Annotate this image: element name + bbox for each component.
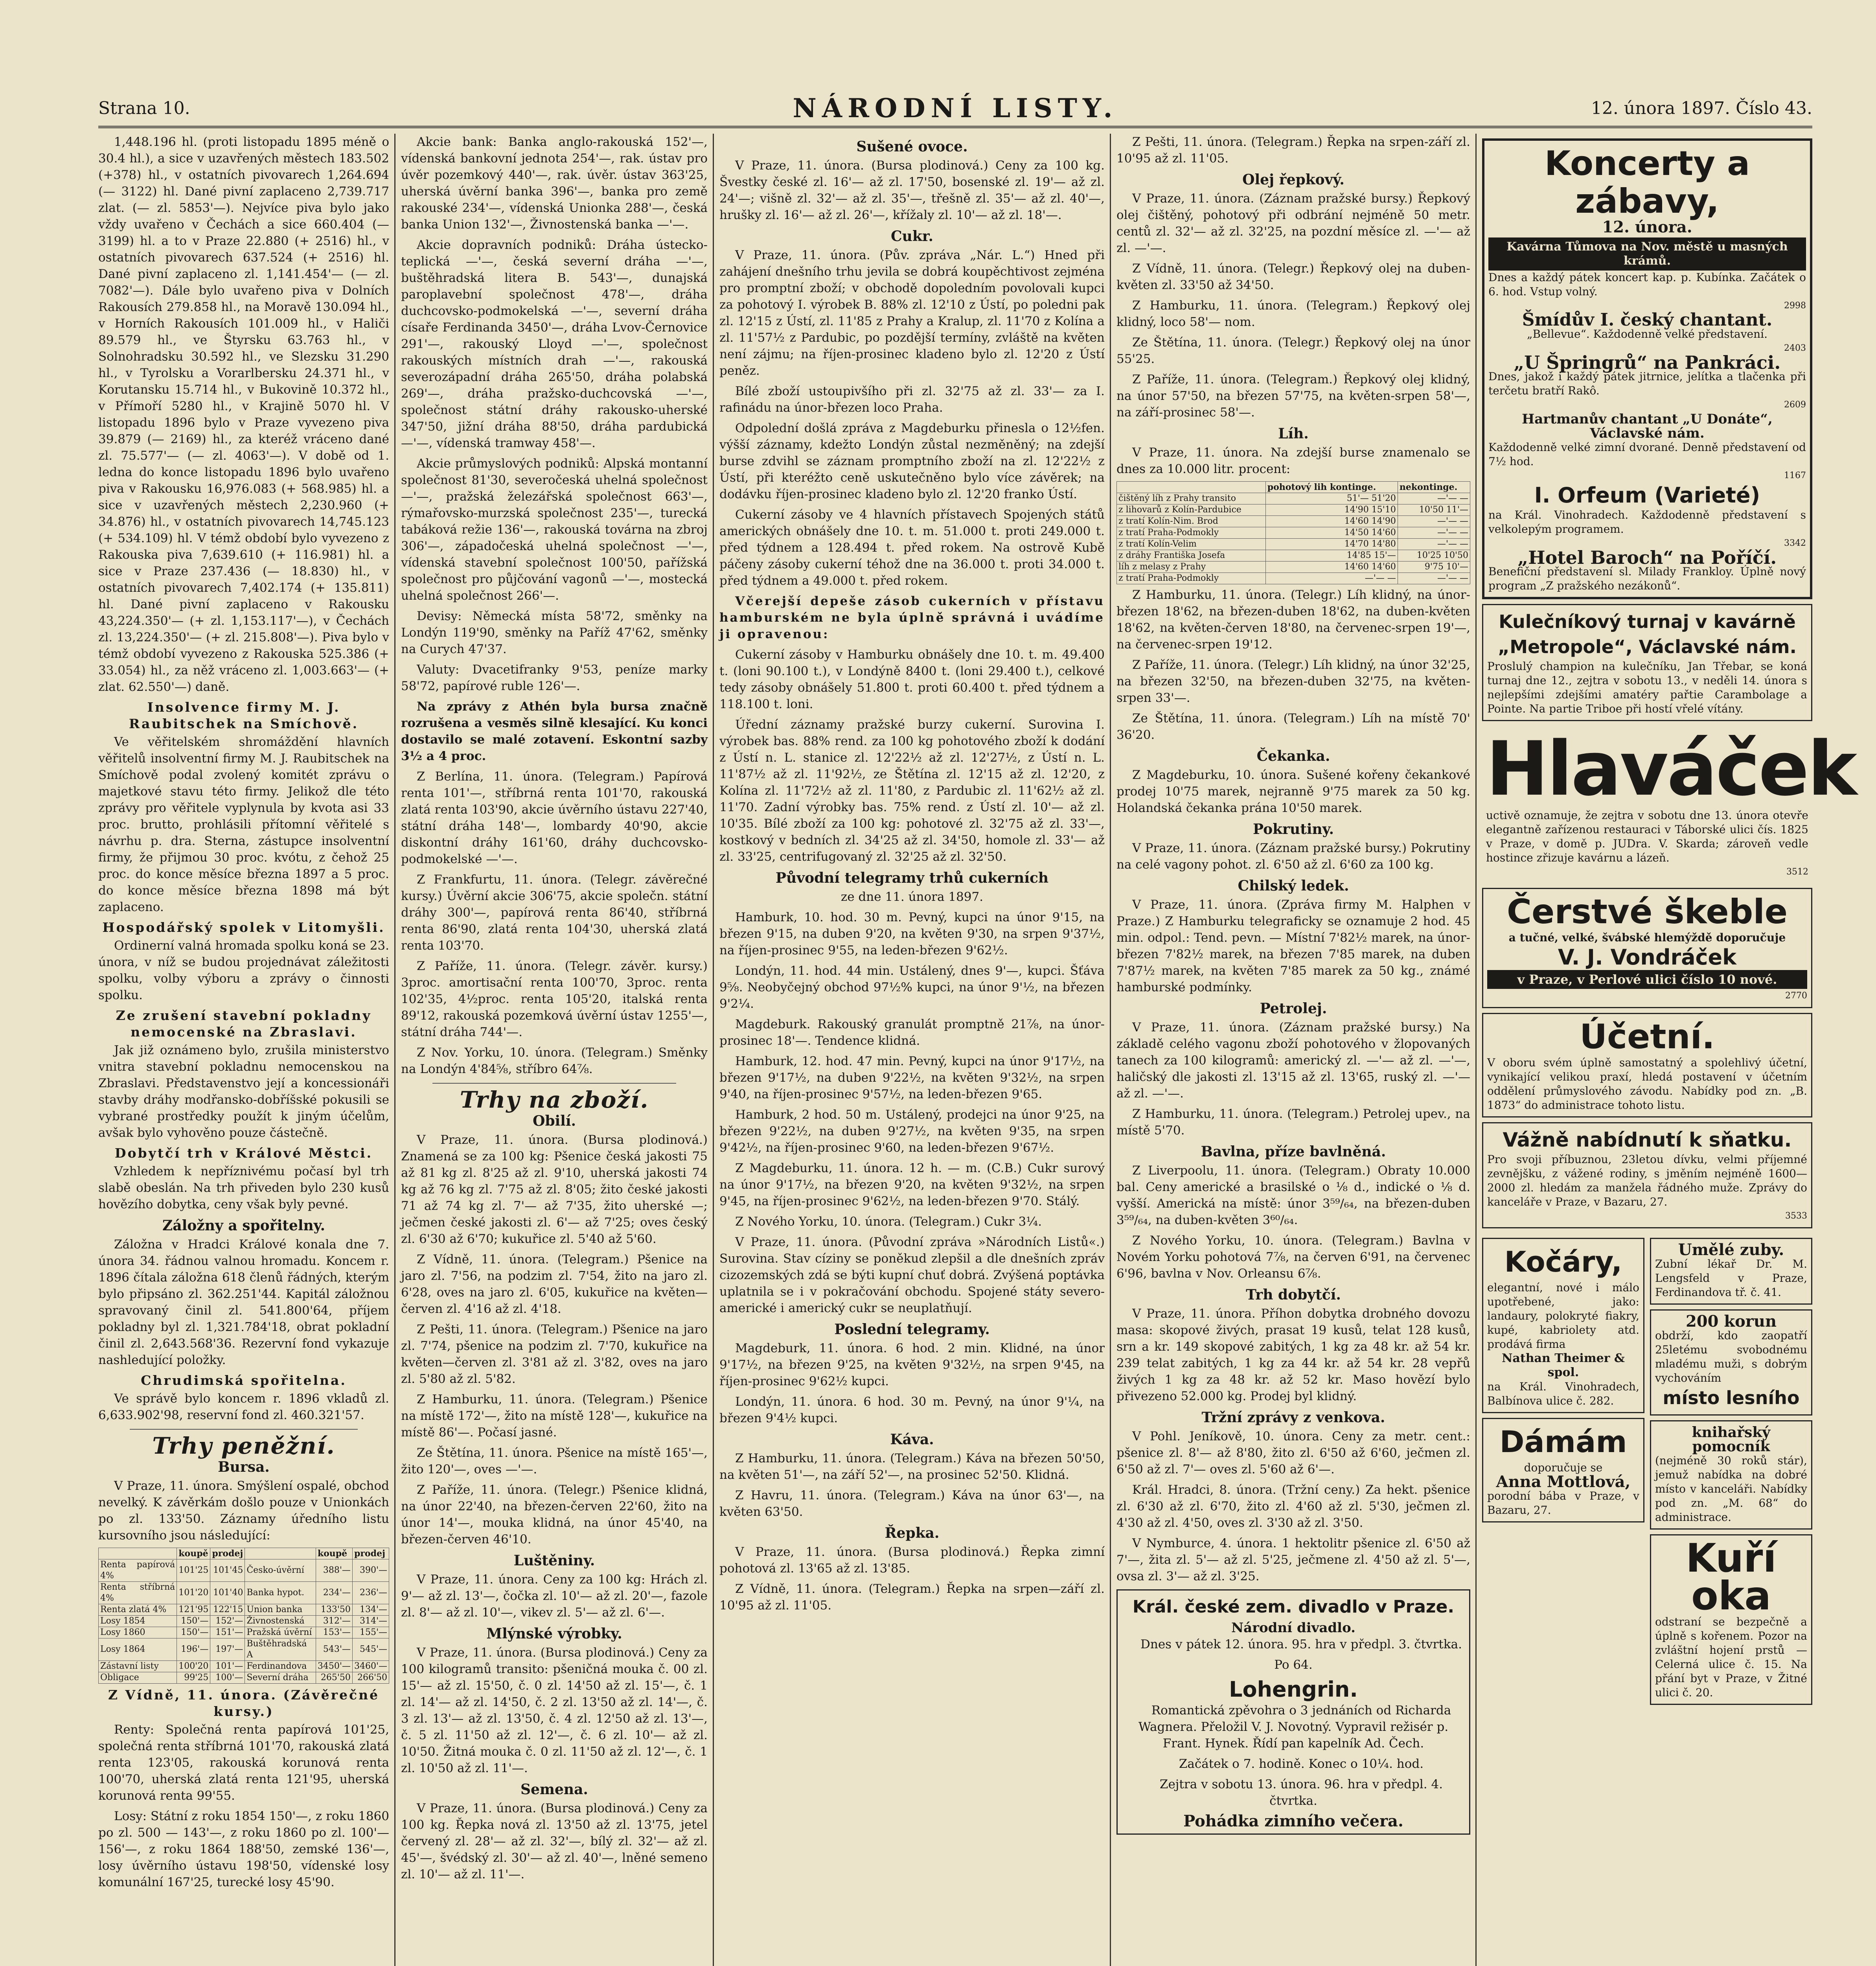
table-cell: —'— — bbox=[1398, 516, 1470, 527]
section-heading: Trhy na zboží. bbox=[460, 1086, 649, 1113]
ad-heading: „U Špringrů“ na Pankráci. bbox=[1514, 352, 1781, 373]
table-cell: 14'70 14'80 bbox=[1265, 539, 1398, 550]
table-cell: 101'— bbox=[210, 1661, 245, 1672]
section-heading: Záložny a spořitelny. bbox=[162, 1217, 326, 1234]
article-text: Bílé zboží ustoupivšího při zl. 32'75 až zl. 33'— za I. rafinádu na únor-březen loco Praha. bbox=[719, 384, 1105, 415]
ad-number: 2403 bbox=[1784, 343, 1806, 353]
article-heading: Dobytčí trh v Králové Městci. bbox=[114, 1145, 373, 1161]
table-cell: 150'— bbox=[177, 1616, 210, 1627]
table-cell: —'— — bbox=[1398, 539, 1470, 550]
article-text: Hamburk, 12. hod. 47 min. Pevný, kupci na únor 9'17½, na březen 9'17½, na duben 9'22½, na květen 9'32½, na srpen 9'40, na říjen-prosinec 9'57½, na leden-březen 9'65. bbox=[719, 1054, 1105, 1101]
section-subheading: Bavlna, příze bavlněná. bbox=[1201, 1143, 1386, 1160]
ad-title: Umělé zuby. bbox=[1678, 1241, 1784, 1259]
table-cell: 51'— 51'20 bbox=[1265, 493, 1398, 504]
ad-forester bbox=[1650, 1309, 1812, 1416]
article-text: Ordinerní valná hromada spolku koná se 23. února, v níž se budou projednávat záležitosti spolku, volby výboru a zprávy o činnosti spolku. bbox=[98, 939, 389, 1002]
article-text: Z Paříže, 11. února. (Telegr.) Líh klidný, na únor 32'25, na březen 32'50, na březen-duben 32'75, na květen-srpen 33'—. bbox=[1116, 658, 1470, 705]
article-text: V Praze, 11. února. Ceny za 100 kg: Hrách zl. 9'— až zl. 13'—, čočka zl. 10'— až zl. 20'—, fazole zl. 8'— až zl. 10'—, vikev zl. 5'— až zl. 6'—. bbox=[401, 1572, 708, 1620]
ad-mussels bbox=[1482, 888, 1812, 1008]
column-rule bbox=[394, 134, 395, 1966]
table-cell: 122'15 bbox=[210, 1604, 245, 1616]
section-subheading: Pokrutiny. bbox=[1253, 821, 1334, 838]
table-cell: 388'— bbox=[316, 1559, 352, 1582]
ad-title: 200 korun bbox=[1685, 1312, 1777, 1331]
article-text: V Praze, 11. února. (Záznam pražské bursy.) Řepkový olej čištěný, pohotový při odbrání nejméně 50 metr. centů zl. 32'— až zl. 32'25, na pozdní měsíce zl. —'— až zl. —'—. bbox=[1116, 191, 1470, 255]
table-cell: čištěný líh z Prahy transito bbox=[1117, 493, 1266, 504]
section-subheading: Líh. bbox=[1278, 425, 1309, 442]
article-text: Ve věřitelském shromáždění hlavních věřitelů insolventní firmy M. J. Raubitschek na Smíchově podal zvolený komitét zprávu o majetkové stavu této firmy. Jelikož dle této zprávy pro věřitele vyplynula by kvota asi 33 proc. brutto, prohlásili přítomní věřitelé s návrhu p. dra. Sterna, zástupce insolventní firmy, že přijmou 30 proc. kvótu, z čehož 25 proc. do konce měsíce března 1897 a 5 proc. do konce měsíce března 1898 má být zaplaceno. bbox=[98, 735, 389, 914]
table-cell: 314'— bbox=[352, 1616, 389, 1627]
column-4 bbox=[1116, 134, 1470, 1966]
table-row bbox=[99, 1616, 389, 1627]
ad-address: na Král. Vinohradech, Balbínova ulice č. 282. bbox=[1487, 1380, 1639, 1407]
column-1 bbox=[98, 134, 389, 1966]
ad-text: na Král. Vinohradech. Každodenně představení s velkolepým programem. bbox=[1488, 508, 1806, 536]
table-cell: 150'— bbox=[177, 1627, 210, 1638]
table-cell: z dráhy Františka Josefa bbox=[1117, 550, 1266, 561]
table-cell: Obligace bbox=[99, 1672, 177, 1684]
article-text: Na zprávy z Athén byla bursa značně rozrušena a vesměs silně klesající. Ku konci dostavilo se malé zotavení. Eskontní sazby 3½ a 4 proc. bbox=[401, 700, 708, 763]
issue-date: 12. února 1897. Číslo 43. bbox=[1591, 98, 1812, 118]
table-header-cell: prodej bbox=[352, 1548, 389, 1559]
article-text: Akcie průmyslových podniků: Alpská montanní společnost 81'30, severočeská uhelná společnost —'—, pražská železářská společnost 663'—, rýmařovsko-murzská společnost 235'—, turecká tabáková režie 136'—, rakouská továrna na zbroj 306'—, západočeská uhelná společnost —'—, vídenská stavební společnost 100'50, pařížská společnost pro půjčování vagonů —'—, mostecká uhelná společnost 266'—. bbox=[401, 457, 708, 603]
theatre-text: Zejtra v sobotu 13. února. 96. hra v předpl. 4. čtvrtka. bbox=[1159, 1777, 1443, 1808]
table-cell: Renta zlatá 4% bbox=[99, 1604, 177, 1616]
table-cell: Renta papírová 4% bbox=[99, 1559, 177, 1582]
table-header-cell: koupě bbox=[316, 1548, 352, 1559]
article-text: V Praze, 11. února. (Bursa plodinová.) Ceny za 100 kilogramů transito: pšeničná mouka č. 00 zl. 15'— až zl. 15'50, č. 0 zl. 14'50 až zl. 15'—, č. 1 zl. 14'— až zl. 14'50, č. 2 zl. 13'50 až zl. 14'—, č. 3 zl. 13'— až zl. 13'50, č. 4 zl. 12'50 až zl. 13'—, č. 5 zl. 11'50 až zl. 12'—, č. 6 zl. 10'— až zl. 10'50. Žitná mouka č. 0 zl. 11'50 až zl. 12'—, č. 1 zl. 10'50 až zl. 11'—. bbox=[401, 1646, 708, 1775]
ad-text: elegantní, nové i málo upotřebené, jako: landaury, polokryté fiakry, kupé, kabriolety atd. prodává firma bbox=[1487, 1281, 1639, 1351]
table-cell: Živnostenská bbox=[245, 1616, 316, 1627]
article-text: Z Magdeburku, 10. února. Sušené kořeny čekankové prodej 10'75 marek, nejranně 9'75 marek za 50 kg. Holandská čekanka prána 10'50 marek. bbox=[1116, 768, 1470, 815]
ad-row bbox=[1482, 1233, 1812, 1710]
section-subheading: Bursa. bbox=[218, 1459, 270, 1475]
table-cell: 545'— bbox=[352, 1638, 389, 1661]
article-text: Akcie bank: Banka anglo-rakouská 152'—, vídenská bankovní jednota 254'—, rak. ústav pro úvěr pozemkový 440'—, rak. úvěr. ústav 363'25, uherská úvěrní banka 396'—, banka pro země rakouské 234'—, vídenská Unionka 288'—, česká banka Union 132'—, Živnostenská banka —'—. bbox=[401, 135, 708, 232]
table-cell: Zástavní listy bbox=[99, 1661, 177, 1672]
article-text: Z Vídně, 11. února. (Telegr.) Řepkový olej na duben-květen zl. 33'50 až 34'50. bbox=[1116, 261, 1470, 292]
table-cell: z tratí Praha-Podmokly bbox=[1117, 573, 1266, 584]
article-text: Z Nov. Yorku, 10. února. (Telegram.) Směnky na Londýn 4'84⅝, stříbro 64⅞. bbox=[401, 1046, 708, 1076]
table-cell: 3460'— bbox=[352, 1661, 389, 1672]
column-rule bbox=[1475, 134, 1477, 1966]
table-cell: —'— — bbox=[1265, 573, 1398, 584]
ad-title: Kuří oka bbox=[1686, 1535, 1777, 1619]
table-cell: Banka hypot. bbox=[245, 1582, 316, 1604]
article-text: Hamburk, 2 hod. 50 m. Ustálený, prodejci na únor 9'25, na březen 9'22½, na duben 9'27½, na květen 9'35, na srpen 9'42½, na říjen-prosinec 9'60, na leden-březen 9'67½. bbox=[719, 1108, 1105, 1155]
section-subheading: Původní telegramy trhů cukerních bbox=[775, 870, 1049, 886]
ad-marriage bbox=[1482, 1122, 1812, 1228]
theatre-text: Dnes v pátek 12. února. 95. hra v předpl. 3. čtvrtka. bbox=[1140, 1637, 1462, 1651]
table-cell: 99'25 bbox=[177, 1672, 210, 1684]
article-text: Úřední záznamy pražské burzy cukerní. Surovina I. výrobek bas. 88% rend. za 100 kg pohotového zboží k dodání z Ústí n. L. stanice zl. 12'22½ až zl. 12'27½, z Ústí n. L. 11'87½ až zl. 11'92½, ze Štětína zl. 12'15 až zl. 12'20, z Kolína zl. 11'72½ až zl. 11'80, z Pardubic zl. 11'62½ až zl. 11'70. Zadní výrobky bas. 75% rend. z Ústí zl. 10'— až zl. 10'35. Bílé zboží za 100 kg: pohotové zl. 32'75 až zl. 33'—, kostkový v bedních zl. 34'25 až zl. 34'50, homole zl. 33'— až zl. 33'25, centrifugovaný zl. 32'25 až zl. 32'50. bbox=[719, 718, 1105, 864]
section-subheading: Petrolej. bbox=[1260, 1000, 1327, 1017]
table-cell: 10'25 10'50 bbox=[1398, 550, 1470, 561]
article-text: Magdeburk. Rakouský granulát promptně 21⅞, na únor-prosinec 18'—. Tendence klidná. bbox=[719, 1017, 1105, 1048]
table-cell: 3450'— bbox=[316, 1661, 352, 1672]
table-cell: Renta stříbrná 4% bbox=[99, 1582, 177, 1604]
section-subheading: Řepka. bbox=[885, 1525, 940, 1541]
article-text: Magdeburk, 11. února. 6 hod. 2 min. Klidné, na únor 9'17½, na březen 9'25, na květen 9'32½, na srpen 9'45, na říjen-prosinec 9'62½ kupci. bbox=[719, 1341, 1105, 1388]
ad-hlavacek bbox=[1482, 725, 1856, 883]
article-text: V Praze, 11. února. Na zdejší burse znamenalo se dnes za 10.000 litr. procent: bbox=[1116, 445, 1470, 476]
table-cell: Severní dráha bbox=[245, 1672, 316, 1684]
spirit-prices-table bbox=[1116, 481, 1470, 584]
table-row bbox=[99, 1627, 389, 1638]
ad-bookbinder bbox=[1650, 1420, 1812, 1530]
ad-title: Hlaváček bbox=[1486, 725, 1856, 812]
article-text: Hamburk, 10. hod. 30 m. Pevný, kupci na únor 9'15, na březen 9'15, na duben 9'20, na květen 9'30, na srpen 9'37½, na říjen-prosinec 9'55, na leden-březen 9'62½. bbox=[719, 910, 1105, 957]
article-text: V Praze, 11. února. (Původní zpráva »Národních Listů«.) Surovina. Stav cíziny se poněkud zlepšil a dle dnešních zpráv cizozemských zdá se býti kupní chuť dobrá. Zvýšená poptávka uplatnila se i v pokračování obchodu. Spojené státy severo-americké i americký cukr se neuplatňují. bbox=[719, 1235, 1105, 1315]
table-cell: 390'— bbox=[352, 1559, 389, 1582]
ad-number: 3533 bbox=[1785, 1211, 1807, 1221]
table-header-cell: pohotový lih kontinge. bbox=[1265, 482, 1398, 493]
section-heading: Trhy peněžní. bbox=[152, 1432, 335, 1459]
ad-name: V. J. Vondráček bbox=[1558, 945, 1737, 970]
article-text: 1,448.196 hl. (proti listopadu 1895 méně o 30.4 hl.), a sice v uzavřených městech 183.502 (+378) hl., v ostatních pivovarech 1,264.694 (— 3122) hl. Dané pivní zaplaceno 2,739.717 zlat. (— zl. 5853'—). Nejvíce piva bylo jako vždy uvařeno v Čechách a sice 660.404 (— 3199) hl. a to v Praze 22.880 (+ 2516) hl., v ostatních pivovarech 637.524 (+ 2516) hl. Dané pivní zaplaceno zl. 1,141.454'— (— zl. 7082'—). Dále bylo uvařeno piva v Dolních Rakousích 279.858 hl., na Moravě 130.094 hl., v Horních Rakousích 101.009 hl., v Haliči 89.579 hl., ve Štyrsku 63.763 hl., v Solnohradsku 30.592 hl., ve Slezsku 31.290 hl., v Tyrolsku a Vorarlbersku 24.371 hl., v Korutansku 15.714 hl., v Bukovině 10.372 hl., v Přímoří 5280 hl., v Krajině 5070 hl. V listopadu 1896 bylo v Praze vyvezeno piva 39.879 (— 2169) hl., za kteréž vráceno dané zl. 75.577'— (— zl. 4063'—). V době od 1. ledna do konce listopadu 1896 bylo uvařeno piva v Rakousku 16,976.083 (+ 568.985) hl. a sice v uzavřených městech 2,230.960 (+ 34.876) hl., v ostatních pivovarech 14,745.123 (+ 534.109) hl. V témž období bylo vyvezeno z Rakouska piva 7,639.610 (+ 116.981) hl. a sice v Praze 237.436 (— 18.830) hl., v ostatních pivovarech 7,402.174 (+ 135.811) hl. Dané pivní zaplaceno v Rakousku 43,224.350'— (+ zl. 1,153.117'—), v Čechách zl. 13,224.350'— (+ zl. 215.808'—). Piva bylo v témž období vyvezeno z Rakouska 525.386 (+ 33.054) hl., za něž vráceno zl. 1,003.663'— (+ zlat. 62.550'—) daně. bbox=[98, 135, 389, 694]
ad-heading: Šmídův I. český chantant. bbox=[1522, 310, 1773, 330]
table-row bbox=[1117, 527, 1470, 539]
article-text: Ve správě bylo koncem r. 1896 vkladů zl. 6,633.902'98, reservní fond zl. 460.321'57. bbox=[98, 1392, 389, 1422]
ad-heading: „Hotel Baroch“ na Poříčí. bbox=[1517, 547, 1777, 568]
table-row bbox=[1117, 516, 1470, 527]
table-cell: 543'— bbox=[316, 1638, 352, 1661]
ad-corns bbox=[1650, 1534, 1812, 1705]
ad-name: Nathan Theimer & spol. bbox=[1501, 1351, 1625, 1379]
article-text: Z Hamburku, 11. února. (Telegram.) Pšenice na místě 172'—, žito na místě 128'—, kukuřice na místě 86'—. Počasí jasné. bbox=[401, 1392, 708, 1440]
divider bbox=[432, 1083, 676, 1084]
section-subheading: Čekanka. bbox=[1256, 748, 1330, 764]
table-header-cell bbox=[99, 1548, 177, 1559]
article-text: V Praze, 11. února. (Bursa plodinová.) Znamená se za 100 kg: Pšenice česká jakosti 75 až 81 kg zl. 8'25 až zl. 9'10, uherská jakosti 74 kg až 76 kg zl. 7'75 až zl. 8'05; žito české jakosti 71 až 74 kg zl. 7'— až 7'35, žito uherské —; ječmen české jakosti zl. 6'— až 7'25; oves český zl. 6'30 až 6'70; kukuřice zl. 5'40 až 5'60. bbox=[401, 1133, 708, 1246]
ad-number: 3512 bbox=[1786, 867, 1808, 877]
table-cell: Losy 1854 bbox=[99, 1616, 177, 1627]
article-text: Z Hamburku, 11. února. (Telegram.) Petrolej upev., na místě 5'70. bbox=[1116, 1107, 1470, 1138]
section-subheading: Obilí. bbox=[532, 1113, 576, 1129]
table-cell: 100'— bbox=[210, 1672, 245, 1684]
table-cell: —'— — bbox=[1398, 573, 1470, 584]
table-cell: 101'20 bbox=[177, 1582, 210, 1604]
section-subheading: Semena. bbox=[520, 1781, 588, 1798]
ad-text: Zubní lékař Dr. M. Lengsfeld v Praze, Ferdinandova tř. č. 41. bbox=[1655, 1257, 1807, 1299]
ad-heading: Kavárna Tůmova na Nov. městě u masných krámů. bbox=[1488, 237, 1806, 271]
table-cell: 153'— bbox=[316, 1627, 352, 1638]
table-cell: —'— — bbox=[1398, 527, 1470, 539]
ad-text: doporučuje se bbox=[1524, 1461, 1603, 1474]
article-heading: Z Vídně, 11. února. (Závěrečné kursy.) bbox=[108, 1687, 380, 1719]
masthead bbox=[98, 90, 1812, 128]
article-text: Cukerní zásoby v Hamburku obnášely dne 10. t. m. 49.400 t. (loni 90.100 t.), v Londýně 8400 t. (loni 29.400 t.), celkové tedy zásoby obnášely 51.800 t. proti 60.400 t. před týdnem a 118.100 t. loni. bbox=[719, 648, 1105, 711]
play-title: Lohengrin. bbox=[1229, 1677, 1358, 1702]
theatre-text: Po 64. bbox=[1274, 1658, 1313, 1672]
article-text: Z Hamburku, 11. února. (Telegram.) Řepkový olej klidný, loco 58'— nom. bbox=[1116, 298, 1470, 329]
table-cell: 312'— bbox=[316, 1616, 352, 1627]
column-5-advertisements bbox=[1482, 134, 1856, 1966]
newspaper-title: NÁRODNÍ LISTY. bbox=[793, 93, 1118, 123]
article-text: V Nymburce, 4. února. 1 hektolitr pšenice zl. 6'50 až 7'—, žita zl. 5'— až zl. 5'25, ječmene zl. 4'50 až zl. 5'—, ovsa zl. 3'— až zl. 3'25. bbox=[1116, 1536, 1470, 1583]
table-cell: 197'— bbox=[210, 1638, 245, 1661]
ad-title: Koncerty a zábavy, bbox=[1544, 144, 1750, 221]
article-text: Londýn, 11. února. 6 hod. 30 m. Pevný, na únor 9'¼, na březen 9'4½ kupci. bbox=[719, 1395, 1105, 1425]
table-row bbox=[99, 1604, 389, 1616]
ad-billiards bbox=[1482, 604, 1812, 721]
table-header-cell: nekontinge. bbox=[1398, 482, 1470, 493]
table-cell: 14'60 14'90 bbox=[1265, 516, 1398, 527]
article-text: Záložna v Hradci Králové konala dne 7. února 34. řádnou valnou hromadu. Koncem r. 1896 čítala záložna 618 členů řádných, kterým bylo připsáno zl. 362.251'44. Kapitál záložnou spravovaný činil zl. 541.800'64, příjem pokladny byl zl. 1,321.784'18, obrat pokladní činil zl. 2,643.568'36. Rezervní fond vykazuje nashledující položky. bbox=[98, 1237, 389, 1367]
theatre-text: Začátek o 7. hodině. Konec o 10¼. hod. bbox=[1179, 1757, 1424, 1771]
table-cell: 10'50 11'— bbox=[1398, 504, 1470, 516]
ad-text: odstraní se bezpečně a úplně s kořenem. Pozor na zvláštní hojení prstů — Celerná ulice č. 15. Na přání byt v Praze, v Žitné ulici č. 20. bbox=[1655, 1615, 1807, 1699]
ad-subtitle: místo lesního bbox=[1663, 1387, 1800, 1408]
table-cell: 134'— bbox=[352, 1604, 389, 1616]
article-text: Devisy: Německá místa 58'72, směnky na Londýn 119'90, směnky na Paříž 47'62, směnky na Curych 47'37. bbox=[401, 609, 708, 656]
ad-number: 2609 bbox=[1784, 400, 1806, 410]
ad-number: 3342 bbox=[1784, 538, 1806, 548]
ad-title: Kočáry, bbox=[1504, 1245, 1622, 1278]
table-header-cell bbox=[1117, 482, 1266, 493]
table-cell: 133'50 bbox=[316, 1604, 352, 1616]
divider bbox=[130, 1429, 358, 1430]
ad-title: knihařský pomocník bbox=[1692, 1424, 1771, 1455]
table-row bbox=[99, 1638, 389, 1661]
article-text: Jak již oznámeno bylo, zrušila ministerstvo vnitra stavební pokladnu nemocenskou na Zbraslavi. Představenstvo její a koncessionáři stavby dráhy modřansko-dobříšské pokusili se vybrané prostředky použít k jiným účelům, avšak bylo vyhověno pouze částečně. bbox=[98, 1043, 389, 1140]
table-row bbox=[99, 1559, 389, 1582]
article-text: V Praze, 11. února. (Zpráva firmy M. Halphen v Praze.) Z Hamburku telegraficky se oznamuje 2 hod. 45 min. odpol.: Tend. pevn. — Místní 7'82½ marek, na únor-březen 7'82½ marek, na březen 7'85 marek, na duben 7'87½ marek, na květen 7'85 marek za 50 kg., známé hamburské podmínky. bbox=[1116, 898, 1470, 994]
article-text: Ze Štětína, 11. února. (Telegram.) Líh na místě 70' 36'20. bbox=[1116, 711, 1470, 742]
article-text: Z Paříže, 11. února. (Telegr.) Pšenice klidná, na únor 22'40, na březen-červen 22'60, žito na únor 14'—, mouka klidná, na únor 45'40, na březen-červen 46'10. bbox=[401, 1483, 708, 1546]
article-text: V Praze, 11. února. (Záznam pražské bursy.) Pokrutiny na celé vagony pohot. zl. 6'50 až zl. 6'60 za 100 kg. bbox=[1116, 841, 1470, 872]
article-text: Akcie dopravních podniků: Dráha ústecko-teplická —'—, česká severní dráha —'—, buštěhradská litera B. 543'—, dunajská paroplavební společnost 478'—, dráha duchcovsko-podmokelská —'—, severní dráha císaře Ferdinanda 3450'—, dráha Lvov-Černovice 291'—, rakouský Lloyd —'—, společnost rakouských místních drah —'—, rakouská severozápadní dráha 265'50, dráha polabská 269'—, dráha pražsko-duchcovská —'—, společnost státní dráhy rakousko-uherské 347'50, jižní dráha 88'50, dráha pardubická —'—, vídenská tramway 458'—. bbox=[401, 238, 708, 450]
section-subheading: Luštěniny. bbox=[513, 1552, 595, 1569]
table-row bbox=[1117, 493, 1470, 504]
table-cell: 101'45 bbox=[210, 1559, 245, 1582]
theatre-subtitle: Národní divadlo. bbox=[1231, 1620, 1356, 1636]
article-text: Vzhledem k nepříznivému počasí byl trh slabě obeslán. Na trh přiveden bylo 230 kusů hovězího dobytka, ceny však byly pevné. bbox=[98, 1164, 389, 1211]
article-text: Z Vídně, 11. února. (Telegram.) Pšenice na jaro zl. 7'56, na podzim zl. 7'54, žito na jaro zl. 6'28, oves na jaro zl. 6'05, kukuřice na květen—červen zl. 4'16 až zl. 4'18. bbox=[401, 1252, 708, 1316]
article-text: Losy: Státní z roku 1854 150'—, z roku 1860 po zl. 500 — 143'—, z roku 1860 po zl. 100'— 156'—, z roku 1864 188'50, zemské 136'—, losy úvěrního ústavu 198'50, vídenské losy komunální 167'25, turecké losy 45'90. bbox=[98, 1809, 389, 1889]
ad-text: uctivě oznamuje, že zejtra v sobotu dne 13. února otevře elegantně zařízenou restauraci v Táborské ulici čís. 1825 v Praze, v domě p. JUDra. V. Skarda; zároveň vedle hostince zřizuje kavárnu a lázeň. bbox=[1486, 809, 1808, 864]
article-text: Z Hamburku, 11. února. (Telegr.) Líh klidný, na únor-březen 18'62, na březen-duben 18'62, na duben-květen 18'62, na květen-červen 18'80, na červenec-srpen 19'—, na červenec-srpen 19'12. bbox=[1116, 588, 1470, 652]
table-cell: 196'— bbox=[177, 1638, 210, 1661]
table-cell: z lihovarů z Kolín-Pardubice bbox=[1117, 504, 1266, 516]
table-cell: 14'50 14'60 bbox=[1265, 527, 1398, 539]
section-subheading: Tržní zprávy z venkova. bbox=[1201, 1409, 1385, 1426]
table-cell: z tratí Kolín-Nim. Brod bbox=[1117, 516, 1266, 527]
article-text: Z Vídně, 11. února. (Telegram.) Řepka na srpen—září zl. 10'95 až zl. 11'05. bbox=[719, 1582, 1105, 1613]
ad-text: (nejméně 30 roků stár), jemuž nabídka na dobré místo v kanceláři. Nabídky pod zn. „M. 68“ do administrace. bbox=[1655, 1454, 1807, 1524]
ad-concerts bbox=[1482, 138, 1812, 599]
table-row bbox=[1117, 504, 1470, 516]
article-text: Z Liverpoolu, 11. února. (Telegram.) Obraty 10.000 bal. Ceny americké a brasilské o ⅛ d., indické o ⅛ d. vyšší. Americká na místě: únor 3⁵⁹/₆₄, na březen-duben 3⁵⁹/₆₄, na duben-květen 3⁶⁰/₆₄. bbox=[1116, 1163, 1470, 1227]
ad-text: Benefiční představení sl. Milady Frankloy. Úplně nový program „Z pražského nezákonů“. bbox=[1488, 565, 1806, 592]
article-heading: Hospodářský spolek v Litomyšli. bbox=[102, 920, 385, 935]
table-cell: 234'— bbox=[316, 1582, 352, 1604]
article-text: Z Havru, 11. února. (Telegram.) Káva na únor 63'—, na květen 63'50. bbox=[719, 1488, 1105, 1519]
article-text: Ze Štětína, 11. února. (Telegr.) Řepkový olej na únor 55'25. bbox=[1116, 335, 1470, 366]
table-header-cell: prodej bbox=[210, 1548, 245, 1559]
article-text: ze dne 11. února 1897. bbox=[841, 890, 984, 904]
article-text: V Pohl. Jeníkově, 10. února. Ceny za metr. cent.: pšenice zl. 8'— až 8'80, žito zl. 6'50 až 6'60, ječmen zl. 6'50 až zl. 7'— oves zl. 5'60 až 6'—. bbox=[1116, 1429, 1470, 1476]
section-subheading: Olej řepkový. bbox=[1242, 171, 1344, 188]
table-cell: 152'— bbox=[210, 1616, 245, 1627]
section-subheading: Chilský ledek. bbox=[1238, 878, 1349, 894]
article-text: Z Pešti, 11. února. (Telegram.) Pšenice na jaro zl. 7'74, pšenice na podzim zl. 7'70, kukuřice na květen—červen zl. 3'81 až zl. 3'82, oves na jaro zl. 5'80 až zl. 5'82. bbox=[401, 1322, 708, 1386]
table-cell: Losy 1860 bbox=[99, 1627, 177, 1638]
table-cell: líh z melasy z Prahy bbox=[1117, 561, 1266, 573]
article-heading: Chrudimská spořitelna. bbox=[141, 1373, 347, 1388]
play-title: Pohádka zimního večera. bbox=[1183, 1812, 1403, 1830]
article-text: Z Frankfurtu, 11. února. (Telegr. závěrečné kursy.) Úvěrní akcie 306'75, akcie společn. státní dráhy 300'—, papírová renta 86'40, stříbrná renta 86'90, zlatá renta 104'30, uherská zlatá renta 103'70. bbox=[401, 873, 708, 953]
table-cell: —'— — bbox=[1398, 493, 1470, 504]
ad-carriages bbox=[1482, 1238, 1644, 1413]
table-row bbox=[1117, 573, 1470, 584]
theatre-title: Král. české zem. divadlo v Praze. bbox=[1132, 1597, 1455, 1617]
table-cell: 265'50 bbox=[316, 1672, 352, 1684]
article-text: Odpolední došlá zpráva z Magdeburku přinesla o 12½fen. výšší záznamy, kdežto Londýn zůstal nezměněný; na zdejší burse zdvihl se záznam promptního zboží na zl. 12'22½ z Ústí, při kteréžto ceně uskutečněno bylo více závěrek; na dodávku říjen-prosinec kladeno bylo zl. 12'20 franko Ústí. bbox=[719, 421, 1105, 501]
ad-name: Anna Mottlová, bbox=[1496, 1473, 1631, 1491]
table-row bbox=[1117, 539, 1470, 550]
column-2 bbox=[401, 134, 708, 1966]
ad-text: Dnes a každý pátek koncert kap. p. Kubínka. Začátek o 6. hod. Vstup volný. bbox=[1488, 271, 1806, 298]
table-row bbox=[99, 1661, 389, 1672]
article-text: Z Paříže, 11. února. (Telegram.) Řepkový olej klidný, na únor 57'50, na březen 57'75, na květen-srpen 58'—, na září-prosinec 58'—. bbox=[1116, 372, 1470, 420]
table-cell: 101'40 bbox=[210, 1582, 245, 1604]
ad-text: Proslulý champion na kulečníku, Jan Třebar, se koná turnaj dne 12., zejtra v sobotu 13., v neděli 14. února s nejlepšími zdejšími amatéry pařtie Carambolage a Pointe. Na partie Triboe při hostí vřelé vítány. bbox=[1487, 660, 1807, 715]
table-cell: Buštěhradská A bbox=[245, 1638, 316, 1661]
table-row bbox=[99, 1582, 389, 1604]
article-text: Cukerní zásoby ve 4 hlavních přístavech Spojených států amerických obnášely dne 10. t. m. 51.000 t. proti 249.000 t. před týdnem a 128.494 t. před rokem. Na ostrově Kubě páčeny zásoby cukerní téhož dne na 36.000 t. proti 34.000 t. před týdnem a 49.000 t. před rokem. bbox=[719, 508, 1105, 588]
table-cell: Ferdinandova bbox=[245, 1661, 316, 1672]
table-row bbox=[99, 1672, 389, 1684]
article-text: Z Paříže, 11. února. (Telegr. závěr. kursy.) 3proc. amortisační renta 100'70, 3proc. renta 102'35, 4½proc. renta 105'20, italská renta 89'12, rakouská pozemková úvěrní ústav 1255'—, státní dráha 744'—. bbox=[401, 959, 708, 1039]
table-cell: 101'25 bbox=[177, 1559, 210, 1582]
article-text: Včerejší depeše zásob cukerních v přístavu hamburském ne byla úplně správná i uvádíme ji opravenou: bbox=[719, 594, 1105, 641]
table-cell: 266'50 bbox=[352, 1672, 389, 1684]
table-cell: 14'90 15'10 bbox=[1265, 504, 1398, 516]
column-rule bbox=[713, 134, 714, 1966]
table-cell: 121'95 bbox=[177, 1604, 210, 1616]
table-row bbox=[1117, 550, 1470, 561]
article-text: V Praze, 11. února. (Záznam pražské bursy.) Na základě celého vagonu zboží pohotového v žlopovaných tanech za 100 kilogramů: americký zl. —'— až zl. —'—, haličský dle jakosti zl. 13'15 až zl. 13'65, ruský zl. —'— až zl. —'—. bbox=[1116, 1020, 1470, 1101]
table-cell: z tratí Praha-Podmokly bbox=[1117, 527, 1266, 539]
ad-address: v Praze, v Perlové ulici číslo 10 nové. bbox=[1487, 970, 1807, 989]
ad-address: porodní bába v Praze, v Bazaru, 27. bbox=[1487, 1489, 1639, 1517]
ad-title: Čerstvé škeble bbox=[1506, 892, 1788, 931]
ad-ladies bbox=[1482, 1418, 1644, 1522]
table-cell: 9'75 10'— bbox=[1398, 561, 1470, 573]
ad-text: obdrží, kdo zaopatří 25letému svobodnému mladému muži, s dobrým vychováním bbox=[1655, 1329, 1807, 1384]
ad-heading: I. Orfeum (Varieté) bbox=[1534, 483, 1760, 508]
section-subheading: Poslední telegramy. bbox=[834, 1321, 990, 1338]
ad-title: Účetní. bbox=[1580, 1017, 1715, 1057]
ad-number: 2998 bbox=[1784, 301, 1806, 311]
column-rule bbox=[1110, 134, 1111, 1966]
table-cell: 14'60 14'60 bbox=[1265, 561, 1398, 573]
table-row bbox=[1117, 561, 1470, 573]
table-cell: Union banka bbox=[245, 1604, 316, 1616]
section-subheading: Káva. bbox=[890, 1431, 934, 1448]
article-text: V Praze, 11. února. (Bursa plodinová.) Řepka zimní pohotová zl. 13'65 až zl. 13'85. bbox=[719, 1545, 1105, 1576]
article-text: Londýn, 11. hod. 44 min. Ustálený, dnes 9'—, kupci. Šťáva 9⅝. Neobyčejný obchod 97½% kupci, na únor 9'½, na březen 9'2¼. bbox=[719, 964, 1105, 1011]
table-cell: 155'— bbox=[352, 1627, 389, 1638]
article-text: Král. Hradci, 8. února. (Tržní ceny.) Za hekt. pšenice zl. 6'30 až zl. 6'70, žito zl. 4'60 až zl. 5'30, ječmen zl. 4'30 až zl. 4'50, oves zl. 3'30 až zl. 3'50. bbox=[1116, 1483, 1470, 1530]
ad-text: Dnes, jakož i každý pátek jitrnice, jelítka a tlačenka při terčetu bratří Rakô. bbox=[1488, 370, 1806, 397]
ad-text: „Bellevue“. Každodenně velké představení. bbox=[1527, 328, 1768, 341]
article-text: Z Magdeburku, 11. února. 12 h. — m. (C.B.) Cukr surový na únor 9'17½, na březen 9'20, na květen 9'32½, na srpen 9'45, na říjen-prosinec 9'62½, na leden-březen 9'70. Stálý. bbox=[719, 1161, 1105, 1208]
article-text: V Praze, 11. února. (Pův. zpráva „Nár. L.“) Hned při zahájení dnešního trhu jevila se dobrá koupěchtivost zejména pro promptní zboží; v obchodě dopoledním povolovali kupci za pohotový I. výrobek B. 88% zl. 12'10 z Ústí, po poledni pak zl. 12'15 z Ústí, zl. 11'85 z Prahy a Kralup, zl. 11'70 z Kolína a zl. 11'57½ z Pardubic, po pozdější termíny, zvláště na květen není zájmu; na říjen-prosinec kladeno bylo zl. 12'20 z Ústí peněz. bbox=[719, 248, 1105, 378]
theatre-box bbox=[1116, 1589, 1470, 1835]
bourse-quotes-table bbox=[98, 1548, 389, 1684]
section-subheading: Sušené ovoce. bbox=[856, 138, 968, 155]
table-cell: Česko-úvěrní bbox=[245, 1559, 316, 1582]
ad-title: Vážně nabídnutí k sňatku. bbox=[1503, 1128, 1792, 1151]
article-heading: Insolvence firmy M. J. Raubitschek na Smíchově. bbox=[129, 700, 359, 731]
ad-heading: Hartmanův chantant „U Donáte“, Václavské nám. bbox=[1522, 411, 1773, 441]
article-text: V Praze, 11. února. Příhon dobytka drobného dovozu masa: skopové živých, prasat 19 kusů, telat 128 kusů, srn a kr. 149 skopové zabitých, 1 kg za 48 kr. až 54 kr. 239 telat zabitých, 1 kg za 44 kr. až 54 kr. 28 vepřů živých 1 kg za 48 kr. až 52 kr. Maso hovězí bylo přivezeno 52.000 kg. Prodej byl klidný. bbox=[1116, 1307, 1470, 1403]
article-text: Ze Štětína, 11. února. Pšenice na místě 165'—, žito 120'—, oves —'—. bbox=[401, 1446, 708, 1476]
page-number: Strana 10. bbox=[98, 98, 190, 118]
table-cell: 100'20 bbox=[177, 1661, 210, 1672]
column-3 bbox=[719, 134, 1105, 1966]
ad-accountant bbox=[1482, 1013, 1812, 1117]
article-text: Z Berlína, 11. února. (Telegram.) Papírová renta 101'—, stříbrná renta 101'70, rakouská zlatá renta 103'90, akcie úvěrního ústavu 227'40, státní dráha 148'—, lombardy 40'90, akcie diskontní dráhy 161'60, dráhy duchcovsko-podmokelské —'—. bbox=[401, 769, 708, 866]
article-text: Renty: Společná renta papírová 101'25, společná renta stříbrná 101'70, rakouská zlatá renta 123'05, rakouská korunová renta 100'70, uherská zlatá renta 121'95, uherská korunová renta 99'55. bbox=[98, 1723, 389, 1803]
article-heading: Ze zrušení stavební pokladny nemocenské na Zbraslavi. bbox=[116, 1008, 372, 1040]
section-subheading: Trh dobytčí. bbox=[1246, 1287, 1341, 1303]
section-subheading: Cukr. bbox=[891, 228, 933, 245]
article-text: Valuty: Dvacetifranky 9'53, peníze marky 58'72, papírové ruble 126'—. bbox=[401, 663, 708, 693]
article-text: Z Pešti, 11. února. (Telegram.) Řepka na srpen-září zl. 10'95 až zl. 11'05. bbox=[1116, 135, 1470, 166]
ad-text: V oboru svém úplně samostatný a spolehlivý účetní, vynikající velikou praxí, hledá postavení v účetním oddělení průmyslového závodu. Nabídky pod zn. „B. 1873“ do administrace tohoto listu. bbox=[1487, 1056, 1807, 1112]
table-header-cell bbox=[245, 1548, 316, 1559]
table-cell: Losy 1864 bbox=[99, 1638, 177, 1661]
table-cell: 151'— bbox=[210, 1627, 245, 1638]
table-cell: z tratí Kolín-Velim bbox=[1117, 539, 1266, 550]
section-subheading: Mlýnské výrobky. bbox=[486, 1625, 622, 1642]
ad-title: Dámám bbox=[1499, 1424, 1627, 1459]
ad-date: 12. února. bbox=[1602, 218, 1692, 236]
theatre-text: Romantická zpěvohra o 3 jednáních od Richarda Wagnera. Přeložil V. J. Novotný. Vypravil režisér p. Frant. Hynek. Řídí pan kapelník Ad. Čech. bbox=[1138, 1703, 1451, 1751]
ad-number: 2770 bbox=[1785, 991, 1807, 1001]
table-cell: 236'— bbox=[352, 1582, 389, 1604]
article-text: V Praze, 11. února. (Bursa plodinová.) Ceny za 100 kg. Švestky české zl. 16'— až zl. 17'50, bosenské zl. 19'— až zl. 24'—; višně zl. 32'— až zl. 35'—, třešně zl. 35'— až zl. 40'—, hrušky zl. 16'— až zl. 26'—, křížaly zl. 10'— až zl. 18'—. bbox=[719, 158, 1105, 222]
ad-title: Kulečníkový turnaj v kavárně „Metropole“, Václavské nám. bbox=[1497, 611, 1797, 657]
article-text: Z Nového Yorku, 10. února. (Telegram.) Bavlna v Novém Yorku pohotová 7⅞, na červen 6'91, na červenec 6'96, bavlna v Nov. Orleansu 6⅞. bbox=[1116, 1233, 1470, 1281]
article-text: V Praze, 11. února. (Bursa plodinová.) Ceny za 100 kg. Řepka nová zl. 13'50 až zl. 13'75, jetel červený zl. 28'— až zl. 32'—, bílý zl. 32'— až zl. 45'—, švédský zl. 30'— až zl. 40'—, lněné semeno zl. 10'— až zl. 11'—. bbox=[401, 1801, 708, 1881]
ad-number: 1167 bbox=[1784, 471, 1806, 480]
ad-text: Každodenně velké zimní dvorané. Denně představení od 7½ hod. bbox=[1488, 441, 1806, 468]
table-cell: 14'85 15'— bbox=[1265, 550, 1398, 561]
article-text: Z Hamburku, 11. února. (Telegram.) Káva na březen 50'50, na květen 51'—, na září 52'—, na prosinec 52'50. Klidná. bbox=[719, 1451, 1105, 1482]
ad-text: a tučné, velké, švábské hlemýždě doporučuje bbox=[1508, 931, 1786, 944]
article-text: Z Nového Yorku, 10. února. (Telegram.) Cukr 3¼. bbox=[735, 1215, 1042, 1229]
table-header-cell: koupě bbox=[177, 1548, 210, 1559]
article-text: V Praze, 11. února. Smýšlení ospalé, obchod nevelký. K závěrkám došlo pouze v Unionkách po zl. 133'50. Záznamy úředního listu kursovního jsou následující: bbox=[98, 1479, 389, 1543]
ad-dentist bbox=[1650, 1238, 1812, 1305]
table-cell: Pražská úvěrní bbox=[245, 1627, 316, 1638]
ad-text: Pro svoji příbuznou, 23letou dívku, velmi příjemné zevnějšku, z vážené rodiny, s jměním nejméně 1600—2000 zl. hledám za manžela řádného muže. Zprávy do kanceláře v Praze, v Bazaru, 27. bbox=[1487, 1153, 1807, 1208]
